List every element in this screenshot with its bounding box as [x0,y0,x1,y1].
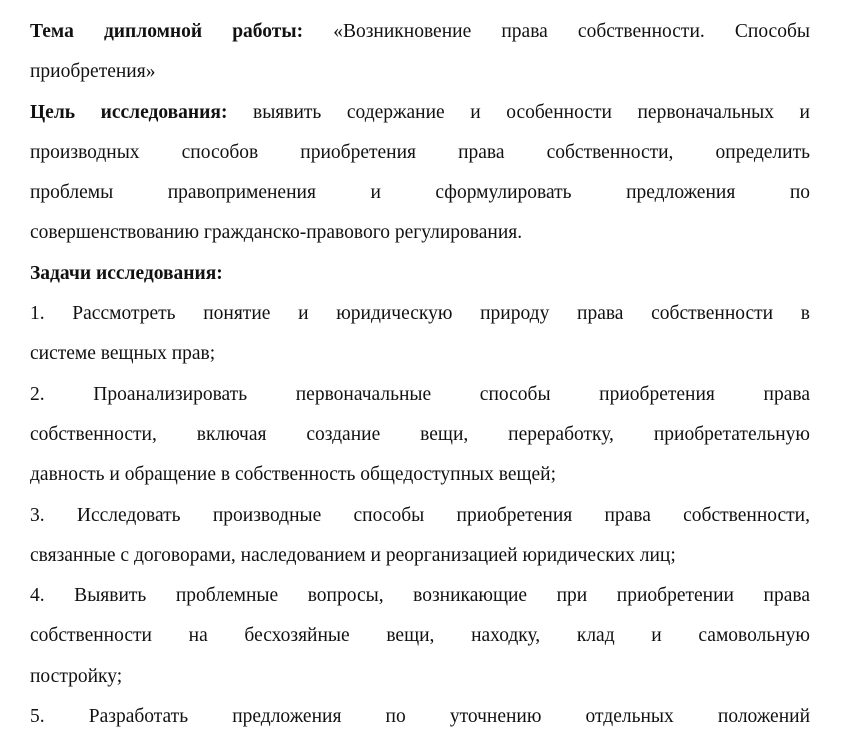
text-line: приобретения» [30,61,156,83]
text-line: постройку; [30,665,123,687]
topic-label: Тема дипломной работы: [30,21,304,42]
text-line: собственности на бесхозяйные вещи, находку, клад и самовольную [30,625,810,647]
task-item [30,496,810,577]
goal-paragraph [30,93,810,254]
task-item [30,576,810,697]
text-line: 3. Исследовать производные способы приобретения права собственности, [30,504,810,526]
text-line: 2. Проанализировать первоначальные способы приобретения права [30,383,810,405]
text-line: 1. Рассмотреть понятие и юридическую природу права собственности в [30,303,810,325]
text-line: совершенствованию гражданско-правового регулирования. [30,222,523,244]
task-item [30,375,810,496]
text-line: Тема дипломной работы: «Возникновение права собственности. Способы [30,21,810,42]
task-item [30,294,810,375]
text-line: собственности, включая создание вещи, переработку, приобретательную [30,423,810,445]
text-line: производных способов приобретения права собственности, определить [30,141,810,163]
text-line: 4. Выявить проблемные вопросы, возникающие при приобретении права [30,585,810,607]
text-line: связанные с договорами, наследованием и реорганизацией юридических лиц; [30,544,676,566]
text-line: давность и обращение в собственность общедоступных вещей; [30,464,557,486]
tasks-heading: Задачи исследования: [30,262,223,284]
topic-paragraph [30,12,810,93]
text-line: 5. Разработать предложения по уточнению отдельных положений [30,706,810,728]
task-item [30,697,810,737]
text-line: проблемы правоприменения и сформулировать предложения по [30,182,810,204]
tasks-list [30,294,810,737]
text-line: Цель исследования: выявить содержание и особенности первоначальных и [30,101,810,123]
document-page [30,12,810,737]
goal-label: Цель исследования: [30,101,228,123]
text-line: системе вещных прав; [30,343,216,365]
